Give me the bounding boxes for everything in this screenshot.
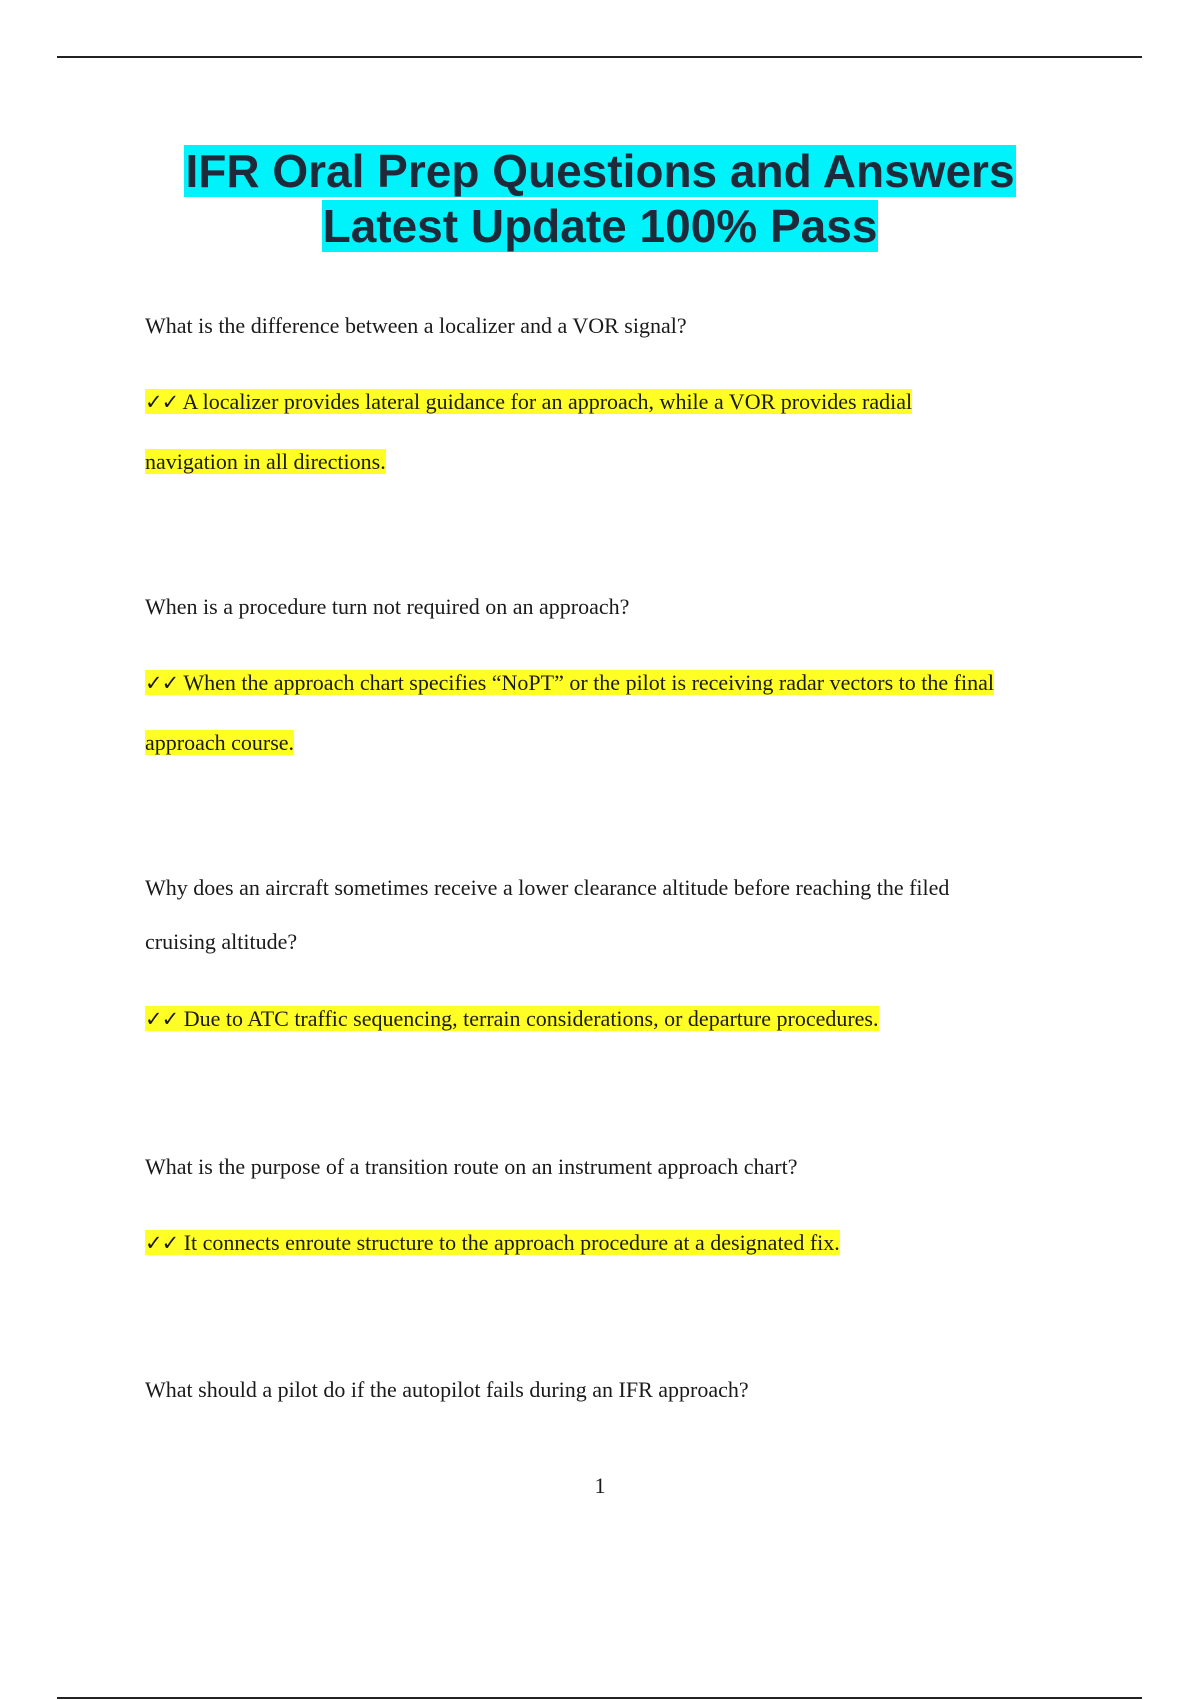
answer-2-line-2: approach course. — [145, 730, 295, 755]
checkmark-icon: ✓✓ — [145, 671, 179, 695]
page-number: 1 — [594, 1473, 606, 1498]
title-line-1: IFR Oral Prep Questions and Answers — [185, 145, 1015, 197]
answer-1-line-2: navigation in all directions. — [145, 449, 386, 474]
question-1: What is the difference between a localizer and a VOR signal? — [145, 313, 687, 338]
title-line-2: Latest Update 100% Pass — [322, 200, 878, 252]
footer-rule — [57, 1697, 1142, 1699]
checkmark-icon: ✓✓ — [145, 390, 179, 414]
question-2: When is a procedure turn not required on an approach? — [145, 594, 630, 619]
answer-4-line-1: ✓✓ It connects enroute structure to the approach procedure at a designated fix. — [145, 1230, 840, 1255]
question-5: What should a pilot do if the autopilot fails during an IFR approach? — [145, 1377, 749, 1402]
checkmark-icon: ✓✓ — [145, 1007, 179, 1031]
question-4: What is the purpose of a transition route on an instrument approach chart? — [145, 1154, 798, 1179]
question-3-line-2: cruising altitude? — [145, 929, 298, 954]
document-title — [0, 144, 1200, 254]
checkmark-icon: ✓✓ — [145, 1231, 179, 1255]
question-3-line-1: Why does an aircraft sometimes receive a lower clearance altitude before reaching the filed — [145, 875, 950, 900]
answer-1-line-1: ✓✓ A localizer provides lateral guidance for an approach, while a VOR provides radial — [145, 389, 913, 414]
answer-3-line-1: ✓✓ Due to ATC traffic sequencing, terrain considerations, or departure procedures. — [145, 1006, 879, 1031]
header-rule — [57, 56, 1142, 58]
answer-2-line-1: ✓✓ When the approach chart specifies “NoPT” or the pilot is receiving radar vectors to the final — [145, 670, 994, 695]
